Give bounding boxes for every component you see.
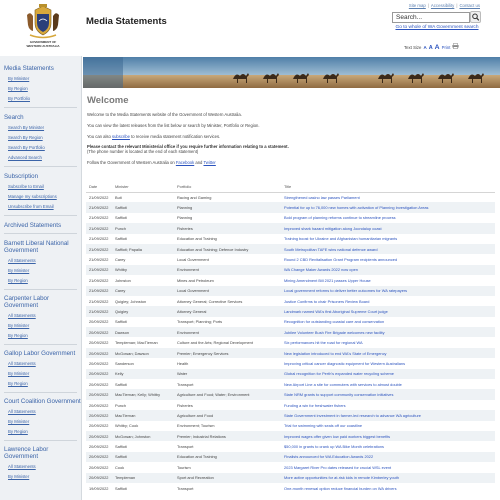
table-row: [86, 234, 495, 244]
row-portfolio: Transport: [177, 444, 194, 450]
contact-notice-subtext: (The phone number is located at the end of each statement): [87, 149, 199, 154]
browse-text: You can view the latest releases from the list below or search by Minister, Portfolio or Region.: [87, 123, 260, 128]
row-title-link[interactable]: Strengthened casino law passes Parliament: [284, 194, 360, 200]
row-portfolio: Transport: [177, 381, 194, 387]
row-minister: MacTiernan; Kelly; Whitby: [112, 389, 174, 399]
row-date: 20/09/2022: [89, 360, 109, 366]
row-date: 20/09/2022: [89, 444, 109, 450]
text-size-controls: [404, 43, 459, 51]
row-date: 20/09/2022: [86, 389, 112, 399]
row-minister: McGowan; Johnston: [112, 431, 174, 441]
row-date: 21/09/2022: [89, 298, 109, 304]
row-minister: Saffioti: [112, 202, 174, 212]
row-portfolio: Planning: [177, 215, 193, 221]
utility-links: Site map | Accessibility | Contact us: [408, 3, 480, 8]
table-row: [86, 421, 495, 431]
table-row: [86, 296, 495, 306]
row-minister: Templeman; MacTiernan: [115, 340, 158, 346]
row-minister: Punch: [115, 402, 127, 408]
row-portfolio: Environment: [174, 265, 281, 275]
row-minister: Saffioti: [115, 381, 127, 387]
sidebar-item-unsubscribe[interactable]: Unsubscribe from Email: [8, 204, 54, 209]
row-date: 21/09/2022: [86, 223, 112, 233]
table-row: [86, 213, 495, 223]
text-size-medium-button[interactable]: A: [428, 45, 433, 51]
row-minister: Quigley; Johnston: [115, 298, 147, 304]
row-date: 20/09/2022: [89, 381, 109, 387]
row-date: 21/09/2022: [89, 215, 109, 221]
row-title-link[interactable]: Trial for swimming with seals off our coastline: [284, 423, 363, 429]
sidebar-item-by-region[interactable]: By Region: [8, 86, 28, 91]
sidebar-item-lawrence-minister[interactable]: By Minister: [8, 474, 30, 479]
row-portfolio: Education and Training: [177, 236, 217, 242]
sidebar-item-search-by-portfolio[interactable]: Search By Portfolio: [8, 145, 45, 150]
row-title-link[interactable]: 2023 Margaret River Pro dates released for crucial WSL event: [284, 464, 392, 470]
row-minister: Whitby: [112, 265, 174, 275]
row-date: 20/09/2022: [86, 431, 112, 441]
row-portfolio: Sport and Recreation: [174, 473, 281, 483]
row-minister: Sanderson: [115, 360, 134, 366]
table-row: [86, 348, 495, 358]
table-row: [86, 462, 495, 472]
sidebar-nav: [0, 56, 82, 500]
row-minister: Quigley: [112, 306, 174, 316]
row-portfolio: Racing and Gaming: [177, 194, 212, 200]
sidebar-item-barnett-minister[interactable]: By Minister: [8, 268, 30, 273]
row-title-link[interactable]: New legislation introduced to end WA's State of Emergency: [281, 348, 495, 358]
row-date: 20/09/2022: [86, 327, 112, 337]
text-size-large-button[interactable]: A: [434, 44, 440, 51]
welcome-heading: Welcome: [87, 95, 129, 106]
row-title-link[interactable]: State NRM grants to support community conservation initiatives: [281, 389, 495, 399]
row-portfolio: Premier; Emergency Services: [174, 348, 281, 358]
sidebar-heading-court[interactable]: Court Coalition Government: [4, 398, 81, 405]
wa-government-logo[interactable]: [20, 3, 66, 51]
search-input[interactable]: Search...: [392, 12, 470, 23]
sidebar-item-lawrence-all[interactable]: All Statements: [8, 464, 36, 469]
column-header-title[interactable]: Title: [281, 181, 495, 192]
sidebar-item-court-minister[interactable]: By Minister: [8, 419, 30, 424]
table-row: [86, 306, 495, 316]
row-title-link[interactable]: Justice Confirms to chair Prisoners Review Board: [284, 298, 370, 304]
row-portfolio: Premier; Industrial Relations: [174, 431, 281, 441]
row-date: 21/09/2022: [89, 194, 109, 200]
sidebar-item-gallop-region[interactable]: By Region: [8, 381, 28, 386]
row-title-link[interactable]: More active opportunities for at-risk kids in remote Kimberley youth: [281, 473, 495, 483]
sidebar-item-advanced-search[interactable]: Advanced Search: [8, 155, 42, 160]
row-minister: Dawson: [112, 327, 174, 337]
table-header-row: [86, 181, 495, 192]
row-title-link[interactable]: State Government investment in farmer-led research to advance WA agriculture: [281, 410, 495, 420]
row-date: 20/09/2022: [86, 473, 112, 483]
row-date: 21/09/2022: [89, 257, 109, 263]
site-header: [0, 0, 500, 56]
table-row: [86, 275, 495, 285]
row-minister: Whitby; Cook: [115, 423, 139, 429]
table-row: [86, 473, 495, 483]
sidebar-heading-subscription[interactable]: Subscription: [4, 173, 39, 180]
row-minister: Kelly: [112, 369, 174, 379]
intro-text: Welcome to the Media Statements website of the Government of Western Australia.: [87, 112, 242, 117]
row-date: 20/09/2022: [86, 452, 112, 462]
row-minister: Saffioti: [115, 485, 127, 491]
row-minister: Saffioti; Papalia: [112, 244, 174, 254]
row-title-link[interactable]: New Airport Line a site for commuters with services to almost double: [284, 381, 402, 387]
row-portfolio: Fisheries: [177, 402, 193, 408]
sidebar-item-carpenter-region[interactable]: By Region: [8, 333, 28, 338]
row-minister: Buti: [115, 194, 122, 200]
row-portfolio: Tourism: [177, 464, 191, 470]
subscribe-link[interactable]: subscribe: [112, 134, 130, 139]
row-title-link[interactable]: Recognition for outstanding coastal care and conservation: [284, 319, 385, 325]
row-portfolio: Fisheries: [174, 223, 281, 233]
row-portfolio: Environment; Tourism: [177, 423, 215, 429]
row-date: 20/09/2022: [89, 319, 109, 325]
row-date: 21/09/2022: [89, 277, 109, 283]
row-minister: McGowan; Dawson: [112, 348, 174, 358]
subscribe-text: You can also subscribe to receive media statement notification services.: [87, 134, 221, 139]
table-row: [86, 254, 495, 264]
accessibility-link[interactable]: Accessibility: [430, 3, 455, 8]
camel-beach-banner: [83, 57, 500, 88]
twitter-link[interactable]: Twitter: [203, 160, 216, 165]
row-title-link[interactable]: South Metropolitan TAFE wins national defence award: [281, 244, 495, 254]
wa-government-search-link[interactable]: Go to whole of WA Government search: [395, 25, 479, 30]
table-row: [86, 244, 495, 254]
row-portfolio: Attorney General: [174, 306, 281, 316]
row-minister: Johnston: [115, 277, 131, 283]
sidebar-item-barnett-all[interactable]: All Statements: [8, 258, 36, 263]
sidebar-heading-media-statements[interactable]: Media Statements: [4, 65, 54, 72]
row-portfolio: Transport; Planning; Ports: [177, 319, 223, 325]
row-minister: Saffioti: [115, 319, 127, 325]
row-portfolio: Education and Training: [174, 452, 281, 462]
row-title-link[interactable]: Round 2 CBD Revitalisation Grant Program recipients announced: [284, 257, 398, 263]
row-minister: Carey: [115, 257, 126, 263]
table-row: [86, 389, 495, 399]
row-portfolio: Attorney General; Corrective Services: [177, 298, 243, 304]
sidebar-heading-barnett[interactable]: Barnett Liberal National Government: [4, 240, 69, 254]
row-date: 21/09/2022: [86, 286, 112, 296]
table-row: [86, 441, 495, 451]
row-date: 20/09/2022: [89, 423, 109, 429]
sidebar-heading-lawrence[interactable]: Lawrence Labor Government: [4, 446, 49, 460]
row-title-link[interactable]: WA Change Maker Awards 2022 now open: [281, 265, 495, 275]
table-row: [86, 202, 495, 212]
page-title: Media Statements: [86, 16, 167, 27]
sidebar-item-by-minister[interactable]: By Minister: [8, 76, 30, 81]
table-row: [86, 317, 495, 327]
table-row: [86, 452, 495, 462]
sidebar-heading-search[interactable]: Search: [4, 114, 24, 121]
table-row: [86, 223, 495, 233]
sidebar-item-gallop-minister[interactable]: By Minister: [8, 371, 30, 376]
row-minister: Carey: [112, 286, 174, 296]
table-row: [86, 358, 495, 368]
row-portfolio: Health: [177, 360, 189, 366]
row-portfolio: Agriculture and Food: [174, 410, 281, 420]
search-icon: [471, 12, 480, 22]
row-minister: Saffioti: [115, 236, 127, 242]
table-row: [86, 337, 495, 347]
facebook-link[interactable]: Facebook: [175, 160, 195, 165]
row-portfolio: Culture and the Arts; Regional Development: [177, 340, 253, 346]
column-header-date[interactable]: Date: [86, 181, 112, 192]
sidebar-item-by-portfolio[interactable]: By Portfolio: [8, 96, 30, 101]
row-minister: Punch: [112, 223, 174, 233]
site-map-link[interactable]: Site map: [408, 3, 426, 8]
table-row: [86, 431, 495, 441]
statements-table-body: [86, 192, 495, 493]
row-minister: Saffioti: [115, 215, 127, 221]
sidebar-item-manage-subscriptions[interactable]: Manage my subscriptions: [8, 194, 57, 199]
table-row: [86, 265, 495, 275]
table-row: [86, 400, 495, 410]
table-row: [86, 192, 495, 202]
row-date: 21/09/2022: [86, 265, 112, 275]
row-title-link[interactable]: Mining Amendment Bill 2021 passes Upper House: [284, 277, 371, 283]
row-portfolio: Water: [174, 369, 281, 379]
sidebar-item-search-by-minister[interactable]: Search By Minister: [8, 125, 45, 130]
row-portfolio: Local Government: [177, 257, 209, 263]
row-date: 21/09/2022: [89, 236, 109, 242]
row-title-link[interactable]: Improved shark hazard mitigation along Joondalup coast: [281, 223, 495, 233]
row-portfolio: Education and Training; Defence Industry: [174, 244, 281, 254]
row-date: 20/09/2022: [86, 369, 112, 379]
sidebar-item-barnett-region[interactable]: By Region: [8, 278, 28, 283]
row-date: 20/09/2022: [89, 340, 109, 346]
row-title-link[interactable]: Global recognition for Perth's expanded water recycling scheme: [281, 369, 495, 379]
sidebar-item-carpenter-minister[interactable]: By Minister: [8, 323, 30, 328]
contact-notice: Please contact the relevant Ministerial office if you require further information relating to a statement.: [87, 144, 289, 149]
row-title-link[interactable]: Potential for up to 76,000 new homes with activation of Planning Investigation Areas: [281, 202, 495, 212]
row-title-link[interactable]: Local government reforms to deliver better outcomes for WA ratepayers: [281, 286, 495, 296]
print-link[interactable]: Print: [441, 45, 451, 50]
contact-us-link[interactable]: Contact us: [459, 3, 480, 8]
row-minister: MacTiernan: [112, 410, 174, 420]
row-portfolio: Mines and Petroleum: [177, 277, 214, 283]
sidebar-heading-gallop[interactable]: Gallop Labor Government: [4, 350, 76, 357]
table-row: [86, 379, 495, 389]
table-row: [86, 327, 495, 337]
logo-text: GOVERNMENT OF WESTERN AUSTRALIA: [26, 40, 60, 48]
column-header-minister[interactable]: Minister: [112, 181, 174, 192]
row-title-link[interactable]: Bold program of planning reforms continue to streamline process: [284, 215, 396, 221]
row-portfolio: Transport: [177, 485, 194, 491]
row-title-link[interactable]: Funding a win for freshwater fishers: [284, 402, 346, 408]
row-date: 19/09/2022: [89, 485, 109, 491]
column-header-portfolio[interactable]: Portfolio: [174, 181, 281, 192]
row-portfolio: Local Government: [174, 286, 281, 296]
coat-of-arms-icon: [20, 3, 66, 43]
row-date: 20/09/2022: [86, 348, 112, 358]
row-minister: Saffioti: [115, 444, 127, 450]
row-title-link[interactable]: Six performances hit the road for regional WA: [284, 340, 363, 346]
row-title-link[interactable]: One-month renewal option reduce financial burden on WA drivers: [284, 485, 397, 491]
table-row: [86, 483, 495, 493]
table-row: [86, 369, 495, 379]
row-title-link[interactable]: Jubilee Volunteer Bush Fire Brigade welcomes new facility: [281, 327, 495, 337]
row-minister: Templeman: [112, 473, 174, 483]
search-button[interactable]: [470, 11, 481, 23]
sidebar-item-subscribe[interactable]: Subscribe to Email: [8, 184, 44, 189]
row-portfolio: Agriculture and Food; Water; Environment: [174, 389, 281, 399]
row-date: 21/09/2022: [86, 244, 112, 254]
row-title-link[interactable]: $50,000 in grants to crank up WA Bike Month celebrations: [284, 444, 384, 450]
row-title-link[interactable]: Training boost for Ukraine and Afghanistan humanitarian migrants: [284, 236, 398, 242]
row-portfolio: Planning: [174, 202, 281, 212]
table-row: [86, 410, 495, 420]
row-minister: Cook: [115, 464, 125, 470]
row-portfolio: Environment: [174, 327, 281, 337]
row-title-link[interactable]: Improved wages offer given low paid workers biggest benefits: [281, 431, 495, 441]
text-size-label: Text Size: [404, 45, 422, 50]
row-date: 20/09/2022: [86, 410, 112, 420]
row-title-link[interactable]: Landmark named WA's first Aboriginal Supreme Court judge: [281, 306, 495, 316]
row-date: 20/09/2022: [89, 464, 109, 470]
printer-icon[interactable]: [452, 43, 459, 49]
statements-table: [86, 181, 495, 493]
sidebar-item-search-by-region[interactable]: Search By Region: [8, 135, 43, 140]
sidebar-item-court-all[interactable]: All Statements: [8, 409, 36, 414]
sidebar-item-gallop-all[interactable]: All Statements: [8, 361, 36, 366]
row-date: 21/09/2022: [86, 306, 112, 316]
sidebar-heading-carpenter[interactable]: Carpenter Labor Government: [4, 295, 50, 309]
main-content: [87, 92, 495, 165]
row-title-link[interactable]: Improving critical cancer diagnostic equipment for Western Australians: [284, 360, 406, 366]
text-size-small-button[interactable]: A: [423, 45, 427, 50]
row-minister: Saffioti: [112, 452, 174, 462]
row-date: 20/09/2022: [89, 402, 109, 408]
table-row: [86, 286, 495, 296]
row-title-link[interactable]: Finalists announced for WA Education Awards 2022: [281, 452, 495, 462]
sidebar-item-court-region[interactable]: By Region: [8, 429, 28, 434]
row-date: 21/09/2022: [86, 202, 112, 212]
sidebar-item-carpenter-all[interactable]: All Statements: [8, 313, 36, 318]
social-follow-text: Follow the Government of Western Australia on Facebook and Twitter: [87, 160, 216, 165]
sidebar-heading-archived: Archived Statements: [4, 222, 62, 229]
